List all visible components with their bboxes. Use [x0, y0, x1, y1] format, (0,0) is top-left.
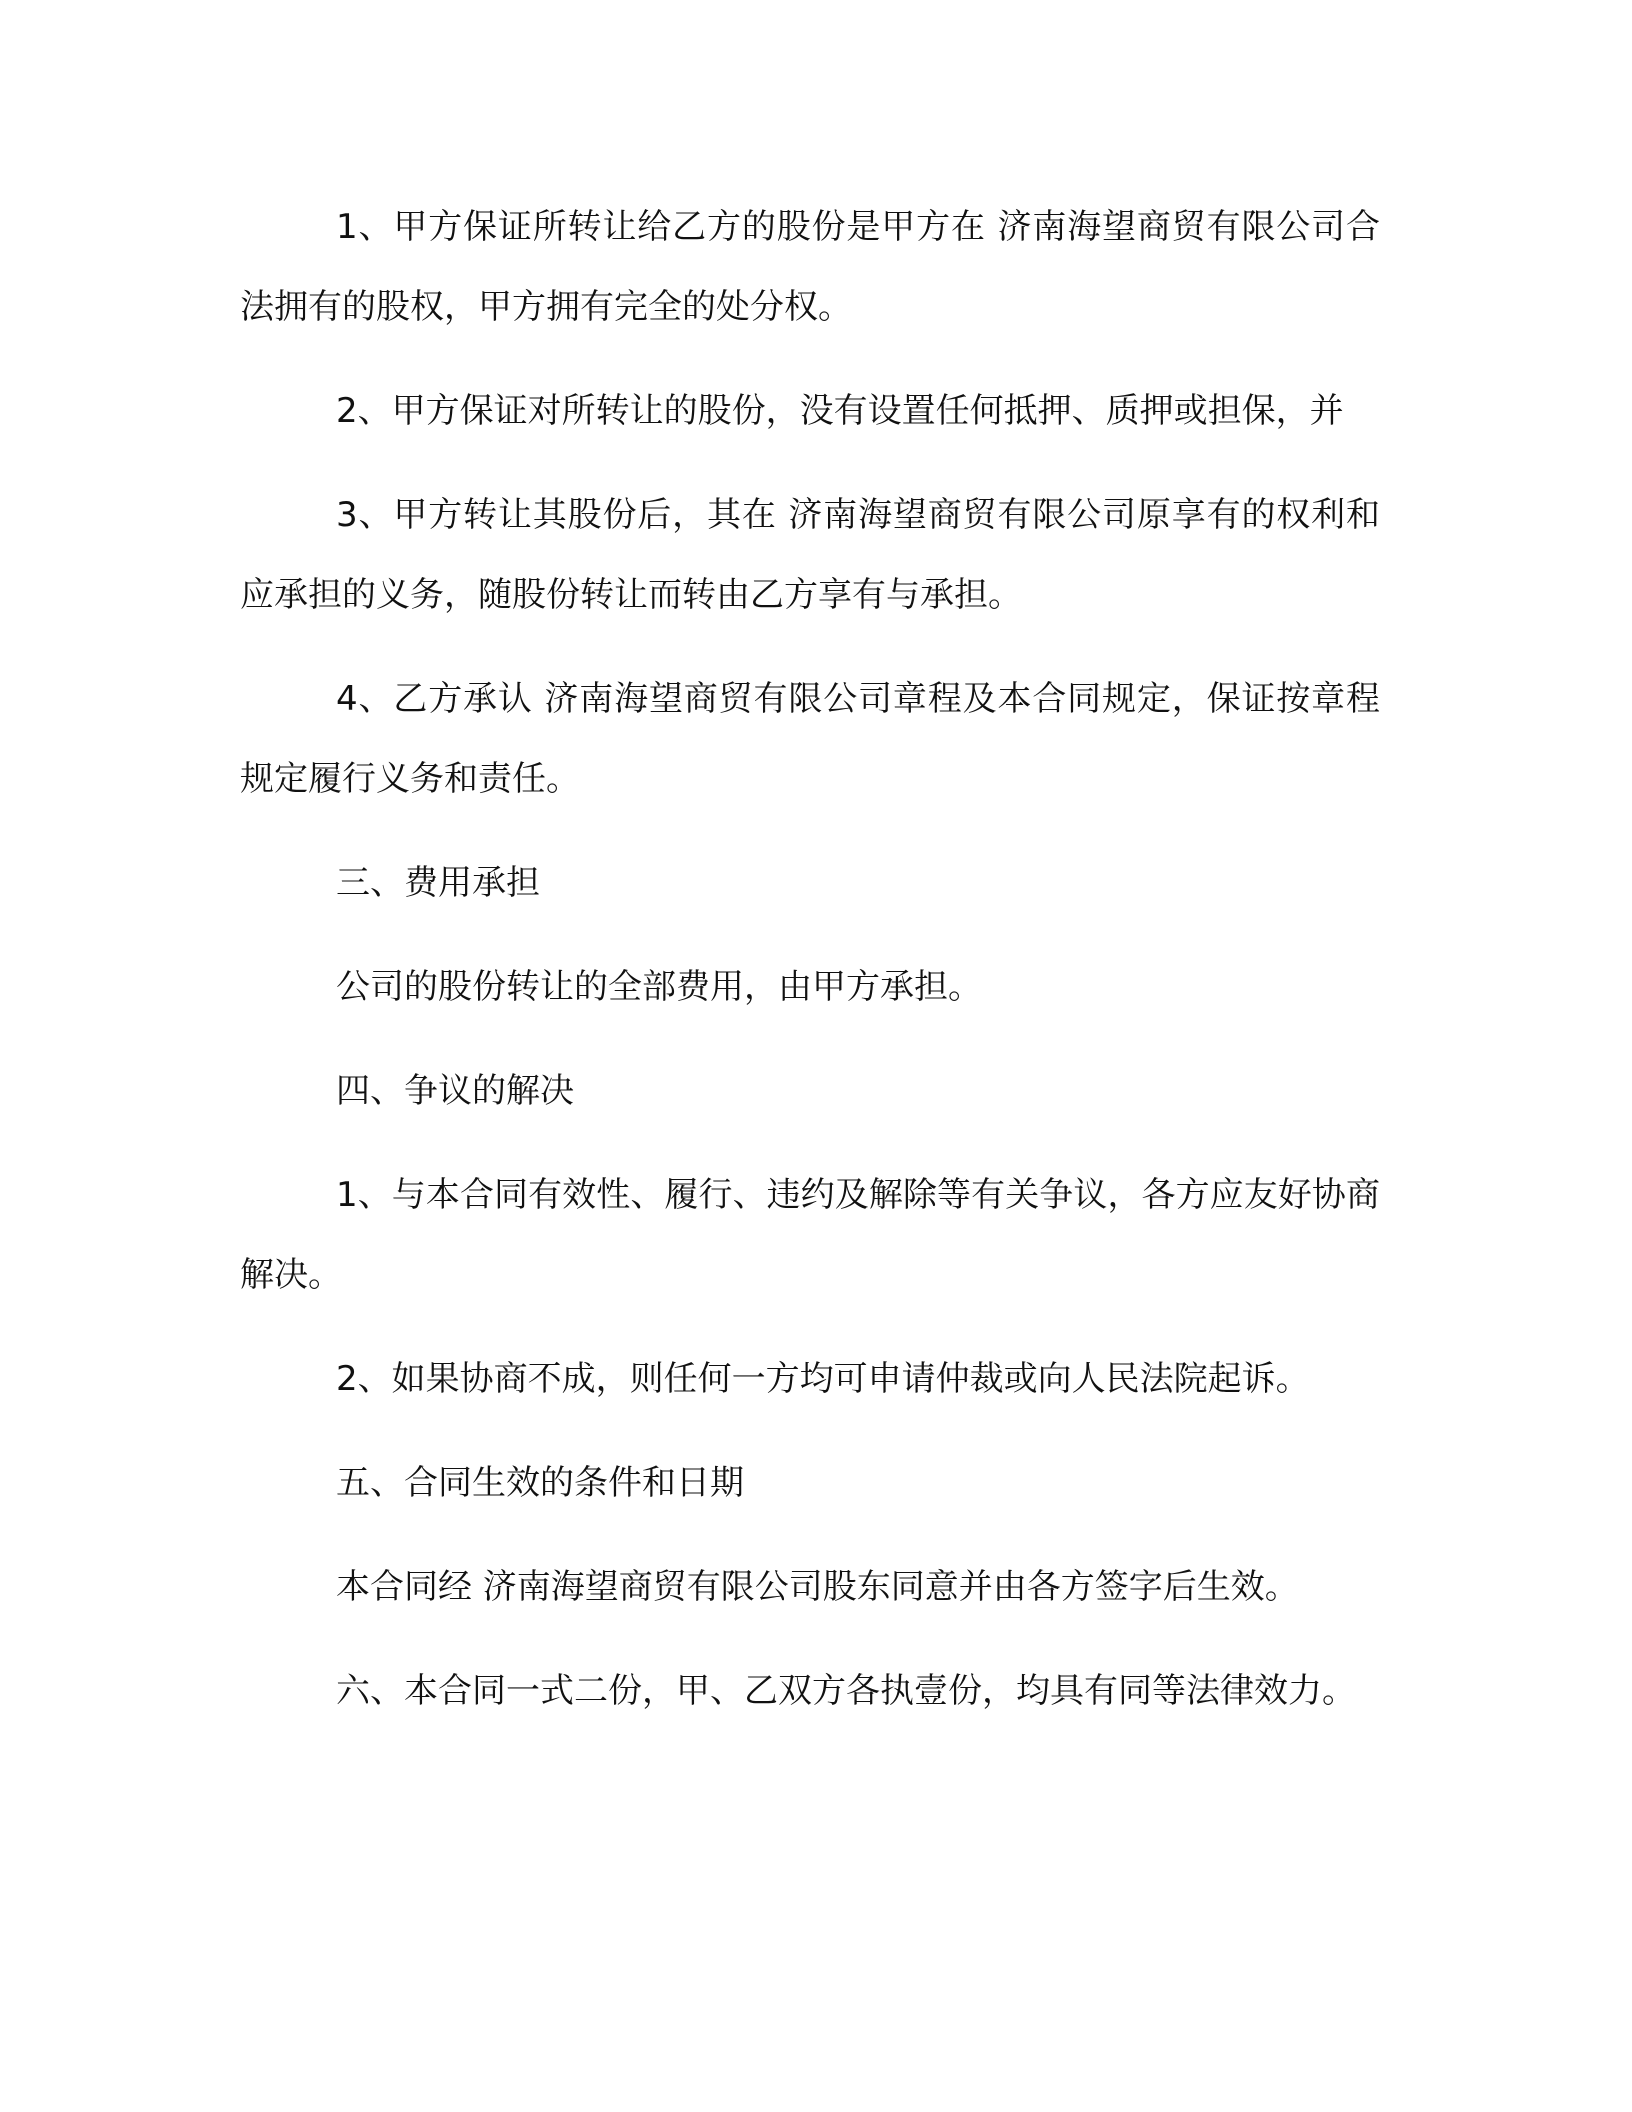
clause-copies: 六、本合同一式二份，甲、乙双方各执壹份，均具有同等法律效力。 — [336, 1671, 1356, 1711]
clause-guarantee-ownership: 1、甲方保证所转让给乙方的股份是甲方在 济南海望商贸有限公司合法拥有的股权，甲方拥有完全的处分权。 — [240, 207, 1380, 327]
section-heading-costs: 三、费用承担 — [336, 863, 540, 903]
clause-articles-acknowledgement: 4、乙方承认 济南海望商贸有限公司章程及本合同规定，保证按章程规定履行义务和责任。 — [240, 679, 1380, 799]
clause-costs: 公司的股份转让的全部费用，由甲方承担。 — [336, 967, 982, 1007]
clause-dispute-negotiation: 1、与本合同有效性、履行、违约及解除等有关争议，各方应友好协商解决。 — [240, 1175, 1380, 1295]
clause-effectiveness: 本合同经 济南海望商贸有限公司股东同意并由各方签字后生效。 — [336, 1567, 1299, 1607]
section-heading-effectiveness: 五、合同生效的条件和日期 — [336, 1463, 744, 1503]
section-heading-disputes: 四、争议的解决 — [336, 1071, 574, 1111]
clause-rights-transfer: 3、甲方转让其股份后，其在 济南海望商贸有限公司原享有的权利和应承担的义务，随股份转让而转由乙方享有与承担。 — [240, 495, 1380, 615]
clause-dispute-arbitration: 2、如果协商不成，则任何一方均可申请仲裁或向人民法院起诉。 — [336, 1359, 1310, 1399]
document-body — [240, 187, 1380, 1731]
clause-no-encumbrance: 2、甲方保证对所转让的股份，没有设置任何抵押、质押或担保，并 — [336, 391, 1344, 431]
